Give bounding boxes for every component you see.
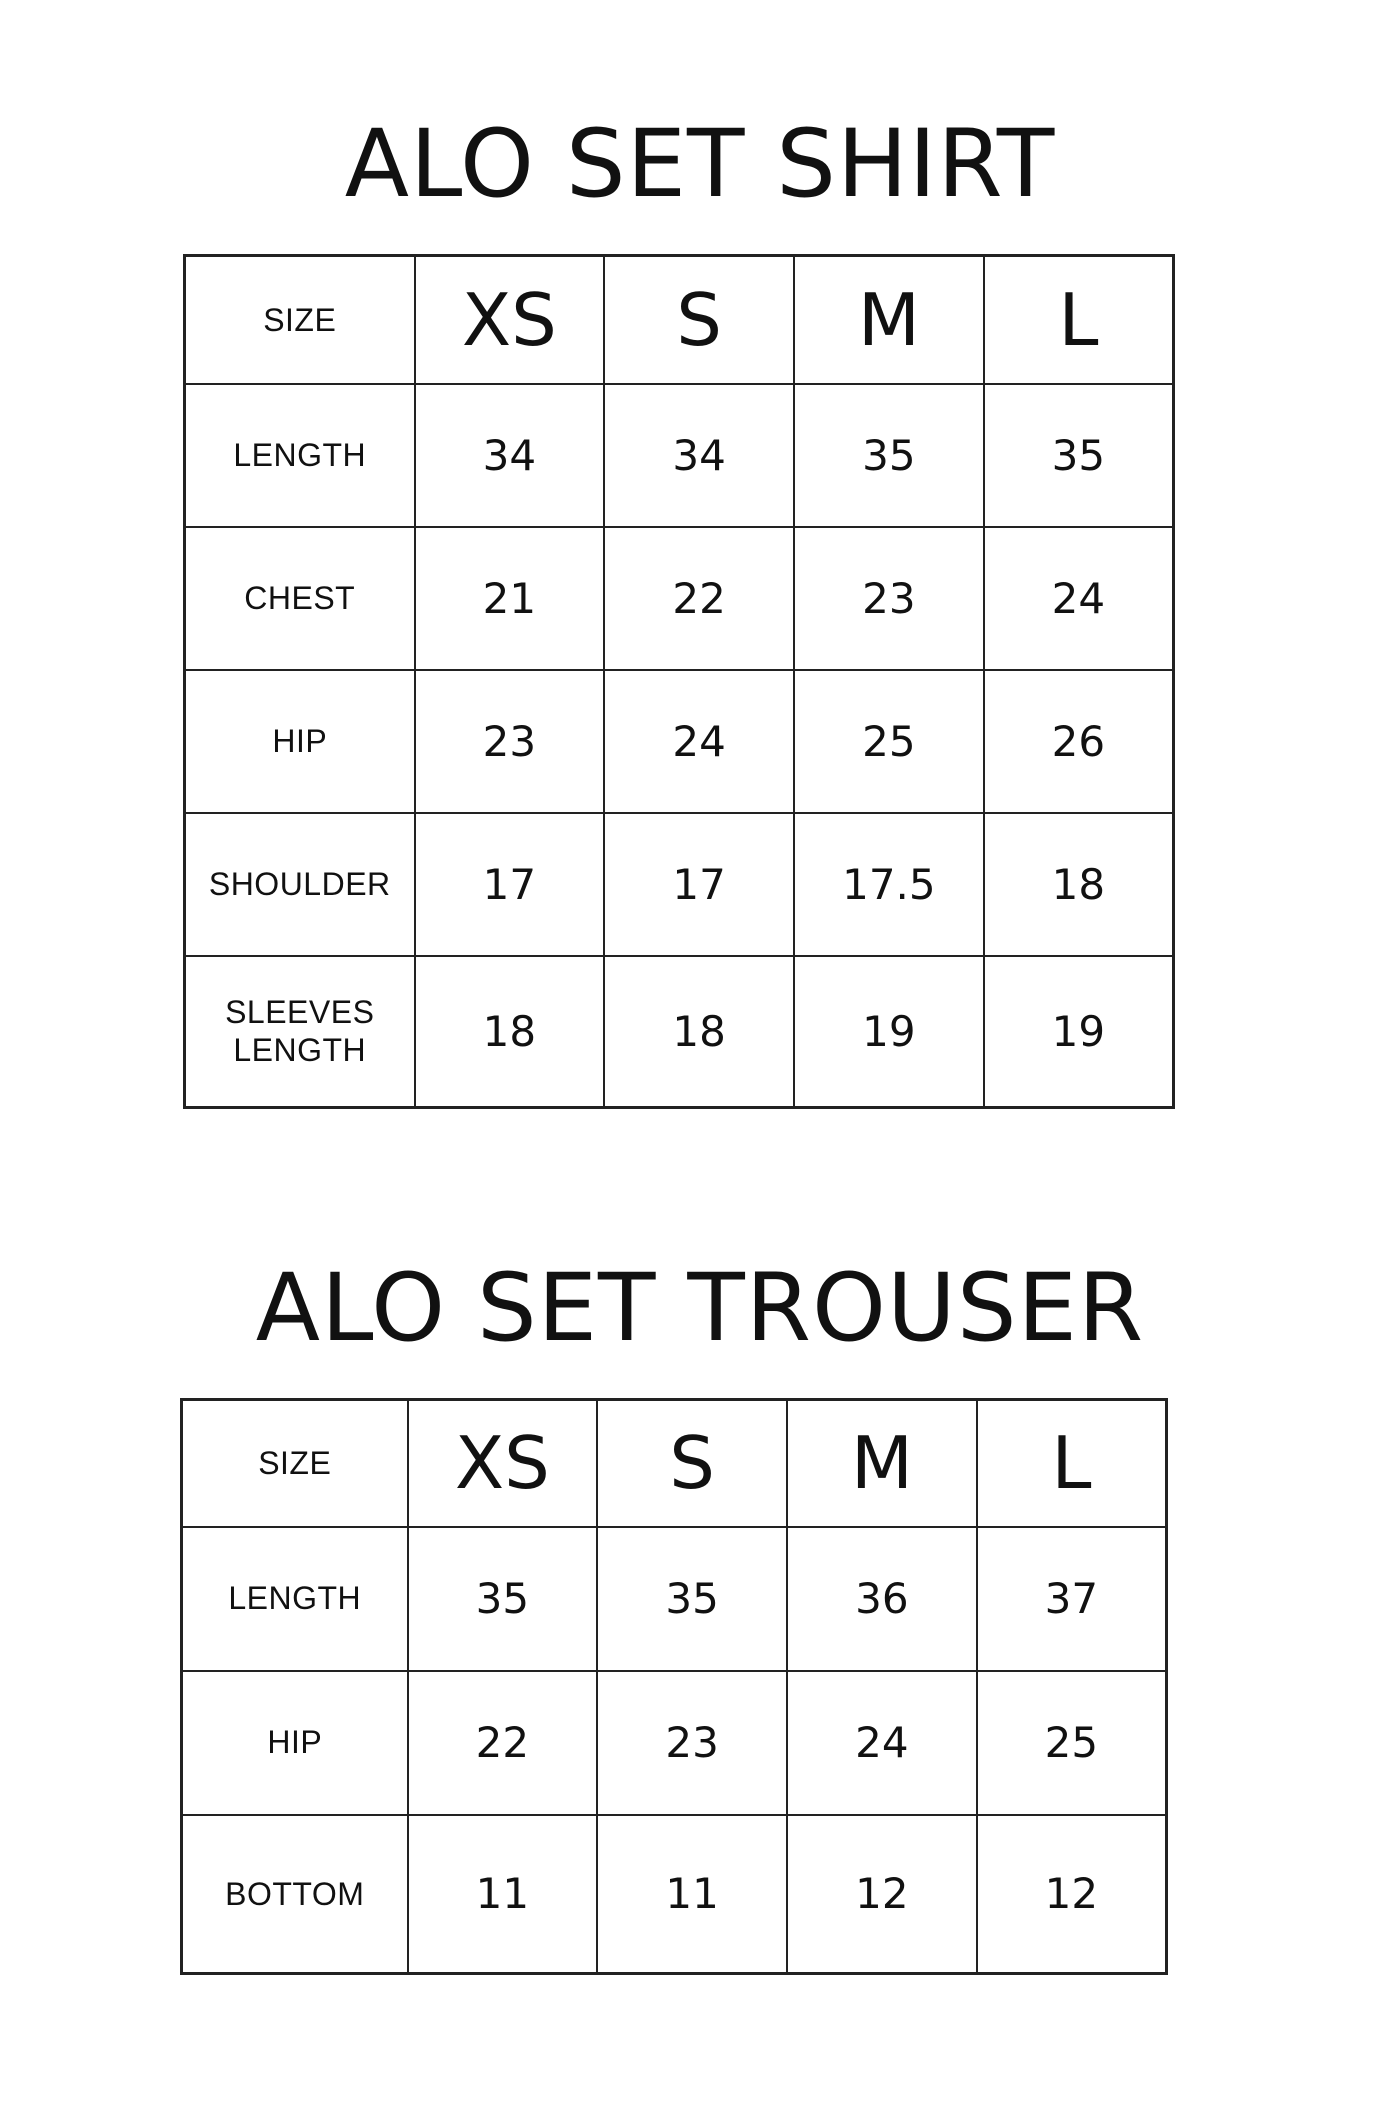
table-row: [182, 1527, 1167, 1671]
table-cell: 25: [794, 670, 984, 813]
size-header-l: L: [977, 1400, 1167, 1527]
table-cell: 18: [984, 813, 1174, 956]
table-row: [185, 813, 1174, 956]
table-cell: 18: [604, 956, 794, 1108]
row-label-length: LENGTH: [182, 1527, 408, 1671]
table-header-row: [185, 256, 1174, 384]
table-row: [185, 670, 1174, 813]
size-header-s: S: [604, 256, 794, 384]
size-header-xs: XS: [408, 1400, 598, 1527]
size-header-xs: XS: [415, 256, 605, 384]
trouser-chart-title: ALO SET TROUSER: [255, 1254, 1145, 1363]
table-cell: 35: [408, 1527, 598, 1671]
table-row: [185, 384, 1174, 527]
table-row: [185, 527, 1174, 670]
size-header-m: M: [787, 1400, 977, 1527]
table-row: [185, 956, 1174, 1108]
table-cell: 35: [794, 384, 984, 527]
row-label-chest: CHEST: [185, 527, 415, 670]
table-cell: 34: [604, 384, 794, 527]
table-cell: 17.5: [794, 813, 984, 956]
shirt-size-table: [183, 254, 1175, 1109]
table-header-row: [182, 1400, 1167, 1527]
table-cell: 35: [597, 1527, 787, 1671]
table-cell: 22: [408, 1671, 598, 1815]
table-cell: 17: [415, 813, 605, 956]
table-cell: 19: [984, 956, 1174, 1108]
table-cell: 12: [787, 1815, 977, 1974]
table-cell: 11: [597, 1815, 787, 1974]
table-cell: 23: [597, 1671, 787, 1815]
row-label-hip: HIP: [185, 670, 415, 813]
table-cell: 24: [604, 670, 794, 813]
row-label-hip: HIP: [182, 1671, 408, 1815]
row-label-bottom: BOTTOM: [182, 1815, 408, 1974]
row-label-line: LENGTH: [233, 1032, 367, 1069]
row-label-line: SLEEVES: [225, 993, 375, 1030]
table-row: [182, 1815, 1167, 1974]
table-cell: 23: [415, 670, 605, 813]
table-cell: 37: [977, 1527, 1167, 1671]
size-header-label: SIZE: [185, 256, 415, 384]
table-cell: 21: [415, 527, 605, 670]
table-cell: 22: [604, 527, 794, 670]
table-cell: 26: [984, 670, 1174, 813]
size-header-l: L: [984, 256, 1174, 384]
table-cell: 24: [984, 527, 1174, 670]
table-cell: 12: [977, 1815, 1167, 1974]
row-label-shoulder: SHOULDER: [185, 813, 415, 956]
table-cell: 19: [794, 956, 984, 1108]
shirt-chart-title: ALO SET SHIRT: [344, 110, 1056, 219]
trouser-size-table: [180, 1398, 1168, 1975]
table-cell: 11: [408, 1815, 598, 1974]
table-cell: 18: [415, 956, 605, 1108]
size-header-m: M: [794, 256, 984, 384]
table-cell: 24: [787, 1671, 977, 1815]
table-row: [182, 1671, 1167, 1815]
size-header-s: S: [597, 1400, 787, 1527]
table-cell: 23: [794, 527, 984, 670]
table-cell: 17: [604, 813, 794, 956]
table-cell: 25: [977, 1671, 1167, 1815]
table-cell: 35: [984, 384, 1174, 527]
row-label-sleeves-length: [185, 956, 415, 1108]
table-cell: 34: [415, 384, 605, 527]
row-label-length: LENGTH: [185, 384, 415, 527]
table-cell: 36: [787, 1527, 977, 1671]
size-header-label: SIZE: [182, 1400, 408, 1527]
